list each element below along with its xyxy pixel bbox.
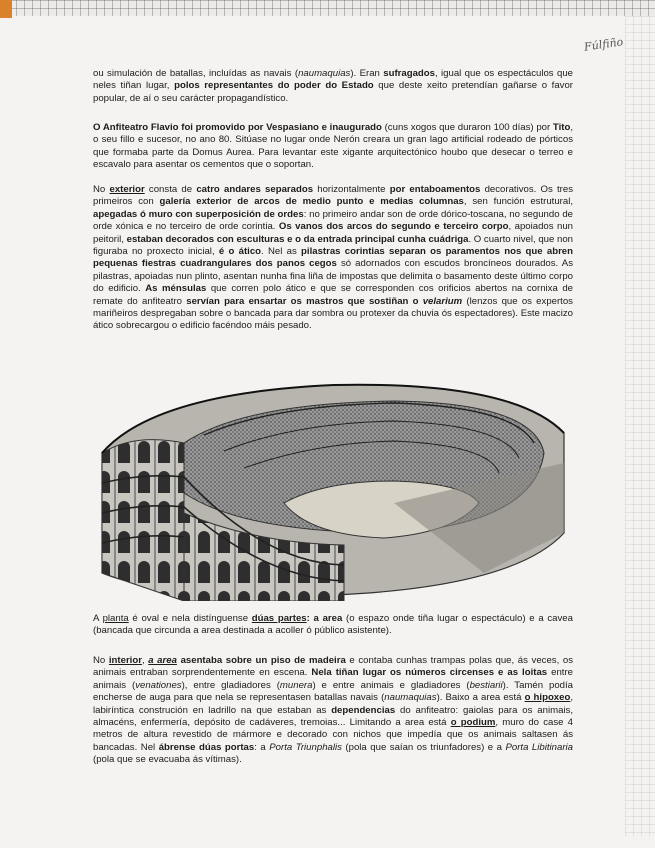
para5-text-17: ). Baixo a area está <box>436 692 525 704</box>
para1-text-7: que deste xeito pretendían gañarse o favor popular, de aí o seu carácter propagandístico. <box>93 80 573 104</box>
para5-text-29: (pola que se evacuaba ás vítimas). <box>93 754 242 766</box>
paragraph-5 <box>93 655 573 767</box>
paragraph-1 <box>93 68 573 105</box>
para3-text-9: , sen función estrutural, <box>463 196 573 208</box>
para5-text-23: , muro do case 4 metros de altura revestido de mármore e decorado con nichos que impedía que os animais saltasen ás bancadas. Nel <box>93 717 573 753</box>
para2-text-1: O Anfiteatro Flavio foi promovido por Vespasiano e inaugurado <box>93 122 382 133</box>
para3-text-7: decorativos. Os tres primeiros con <box>93 184 573 208</box>
para5-text-24: ábrense dúas portas <box>158 741 255 753</box>
para5-text-21: do anfiteatro: gaiolas para os animais, almacéns, enfermería, depósito de cadáveres, tremoias... Limitando a area está <box>93 704 573 729</box>
para1-text-5: , igual que os espectáculos que neles tiñan lugar, <box>93 68 573 92</box>
para5-text-18: o hipoxeo <box>524 692 571 704</box>
colosseum-cutaway-illustration <box>94 373 572 601</box>
para3-text-20: As ménsulas <box>145 283 207 295</box>
para5-text-9: entre animais ( <box>93 667 573 691</box>
handwritten-note: Fúlfiño <box>583 35 624 54</box>
para5-text-20: dependencias <box>331 704 396 716</box>
para4-text-2: planta <box>102 613 129 624</box>
para3-text-13: , apoiados nun peitoril, <box>93 221 573 245</box>
para2-text-4: , o seu fillo e sucesor, no ano 80. Sitúase no lugar onde Nerón creara un gran lago artificial rodeado de pórticos que formaba parte da Domus Aurea. Para levantar este xigante arquitectónico houbo que desecar o terreo e escavalo para asentar os cementos que o soportan. <box>93 122 573 171</box>
para3-text-5: horizontalmente <box>313 184 390 195</box>
para5-text-25: : a <box>254 741 270 753</box>
para5-text-3: , <box>141 655 149 666</box>
notebook-grid-strip <box>0 0 655 16</box>
para4-text-5: : <box>306 613 314 624</box>
para1-text-1: ou simulación de batallas, incluídas as navais ( <box>93 68 299 79</box>
para4-text-6: a area <box>313 613 343 624</box>
para4-text-7: (o espazo onde tiña lugar o espectáculo) e a cavea (bancada que circunda a area destinada a acoller ó público asistente). <box>93 613 573 637</box>
para3-text-3: consta de <box>144 184 197 195</box>
paragraph-4 <box>93 613 573 638</box>
para5-text-16: naumaquias <box>384 692 437 704</box>
para5-text-28: Porta Libitinaria <box>505 741 573 753</box>
para4-text-4: dúas partes <box>251 613 307 624</box>
para3-text-22: servían para ensartar os mastros que sostiñan o <box>186 295 423 307</box>
para3-text-10: apegadas ó muro con superposición de ordes <box>93 208 304 220</box>
para5-text-1: No <box>93 655 109 666</box>
para3-text-6: por entaboamentos <box>389 184 481 195</box>
para5-text-19: , labiríntica construción en ladrillo na que estaban as <box>93 692 574 716</box>
para3-text-8: galería exterior de arcos de medio punto e medias columnas <box>159 196 464 208</box>
paragraph-3 <box>93 184 573 333</box>
para3-text-2: exterior <box>109 184 145 195</box>
orange-tab-marker <box>0 0 12 18</box>
para3-text-11: : no primeiro andar son de orde dórico-toscana, no segundo de orde xónica e no terceiro de orde corintia. <box>93 208 574 233</box>
para5-text-12: munera <box>279 679 313 691</box>
para5-text-11: ), entre gladiadores ( <box>181 679 280 691</box>
para3-text-19: só adornados con escudos broncíneos dourados. As pilastras, apoiadas nun plinto, asentan nunha fina liña de impostas que delimita o basamento deste último corpo do edificio. <box>93 258 573 295</box>
para5-text-22: o podium <box>450 717 496 729</box>
para4-text-1: A <box>93 613 103 624</box>
para2-text-2: (cuns xogos que duraron 100 días) por <box>381 122 553 133</box>
notebook-grid-margin <box>625 16 655 836</box>
para5-text-27: (pola que saían os triunfadores) e a <box>341 741 506 753</box>
para1-text-6: polos representantes do poder do Estado <box>174 80 374 92</box>
para3-text-1: No <box>93 184 110 195</box>
para3-text-14: estaban decorados con esculturas e o da entrada principal cunha cuádriga <box>126 233 469 245</box>
para5-text-14: bestiarii <box>469 679 503 691</box>
para1-text-3: ). Eran <box>350 68 384 79</box>
para3-text-21: que corren polo ático e que se corresponden cos orificios abertos na cornixa de remate do anfiteatro <box>93 283 574 307</box>
para2-text-3: Tito <box>552 122 571 133</box>
para5-text-10: venationes <box>135 679 182 691</box>
para5-text-2: interior <box>108 655 142 666</box>
para3-text-12: Os vanos dos arcos do segundo e terceiro corpo <box>278 221 509 233</box>
para5-text-15: ). Tamén podía encherse de auga para que nela se representasen batallas navais ( <box>93 679 573 704</box>
para3-text-16: é o ático <box>218 246 262 258</box>
para5-text-13: ) e entre animais e gladiadores ( <box>312 679 470 691</box>
para5-text-4: a area <box>148 655 177 666</box>
paragraph-2 <box>93 122 573 172</box>
para3-text-15: . O cuarto nivel, que non figuraba no proxecto inicial, <box>93 233 574 258</box>
para3-text-17: . Nel as <box>261 246 302 258</box>
para1-text-2: naumaquias <box>298 68 351 79</box>
para3-text-23: velarium <box>422 295 463 307</box>
para5-text-7: e contaba cunhas trampas polas que, ás veces, os animais entraban sorprendentemente en escena. <box>93 655 573 679</box>
para4-text-3: é oval e nela distínguense <box>128 613 252 624</box>
para3-text-18: pilastras corintias separan os paramentos nos que abren pequenas fiestras cuadrangulares dos panos cegos <box>93 246 574 270</box>
para5-text-8: Nela tiñan lugar os números circenses e as loitas <box>311 667 548 679</box>
para5-text-6: asentaba sobre un piso de madeira <box>180 655 346 666</box>
para3-text-4: catro andares separados <box>196 184 314 195</box>
para3-text-24: (lenzos que os expertos mariñeiros despregaban sobre o bancada para dar sombra ou protexer da chuvia ós espectadores). Este macizo ático sobrecargou o edificio facéndoo máis pesado. <box>93 295 573 332</box>
para1-text-4: sufragados <box>383 68 435 79</box>
para5-text-26: Porta Triunphalis <box>269 741 342 753</box>
